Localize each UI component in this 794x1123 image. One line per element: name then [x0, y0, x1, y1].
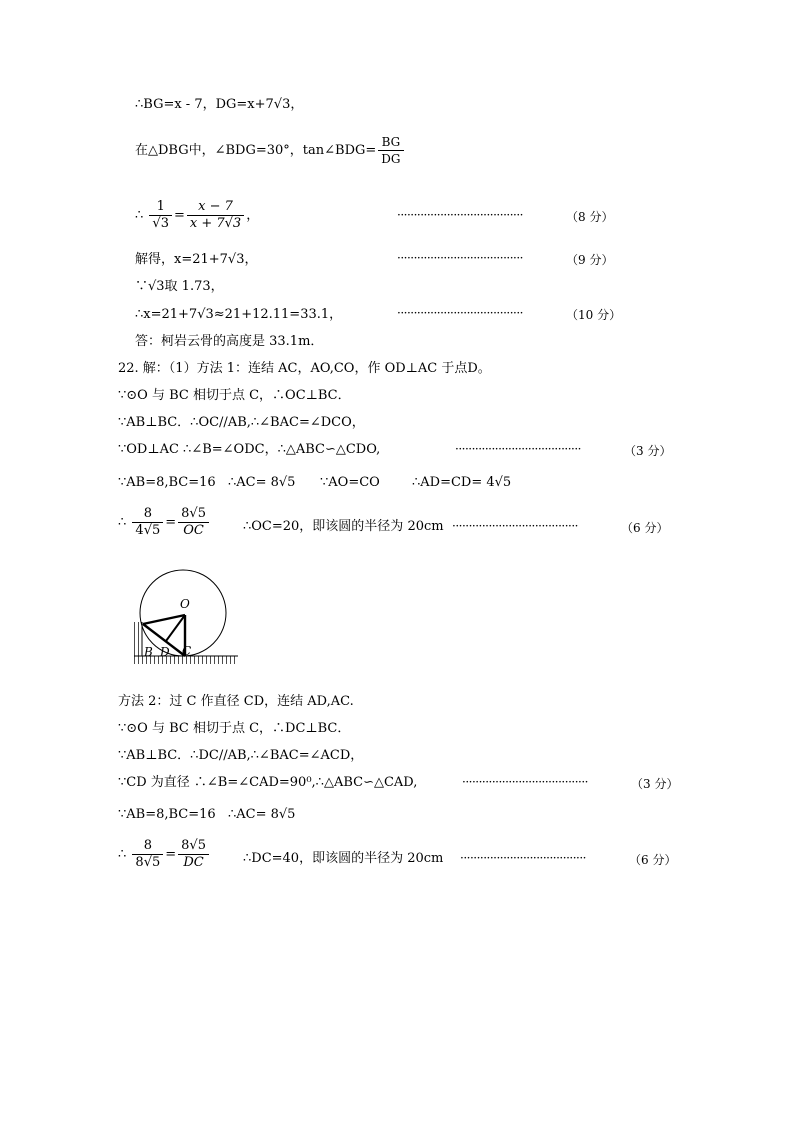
m1-line4b: ∴AC= 8√5: [228, 475, 296, 490]
score-6b: （6 分）: [629, 853, 677, 867]
tan-frac-num: BG: [378, 134, 403, 151]
m2-line3: ∵AB⊥BC．∴DC//AB,∴∠BAC=∠ACD，: [118, 748, 364, 763]
m2-frac1-num: 8: [132, 838, 163, 855]
eq-rhs-num: x − 7: [187, 199, 244, 216]
m2-frac1: [132, 838, 163, 871]
label-o: O: [180, 597, 190, 611]
m2-fraction-equation: ∴ $\frac{8}{8√5}$ = $\frac{8√5}{DC}$: [118, 838, 211, 871]
m2-frac2-num: 8√5: [178, 838, 209, 855]
m2-therefore: ∴: [118, 847, 127, 862]
m1-frac1-den: 4√5: [135, 523, 161, 538]
m1-frac1-num: 8: [132, 506, 163, 523]
line-bg-dg: ∴BG=x - 7，DG=x+7√3，: [135, 97, 304, 112]
eq-tail: ，: [246, 208, 260, 223]
m1-line2: ∵AB⊥BC．∴OC//AB,∴∠BAC=∠DCO，: [118, 415, 365, 430]
dots-6b: ······································: [460, 851, 586, 865]
equation-ratio: ∴ $\frac{1}{√3}$ = $\frac{x - 7}{x + 7√3}$ ，: [135, 199, 260, 231]
m1-line4d: ∴AD=CD= 4√5: [412, 475, 512, 490]
eq-rhs-fraction: [187, 199, 244, 232]
score-3b: （3 分）: [631, 777, 679, 791]
m1-fraction-equation: ∴ $\frac{8}{4√5}$ = $\frac{8√5}{OC}$: [118, 506, 211, 539]
line-tan-bdg: [135, 134, 406, 167]
eq-rhs-den: x + 7√3: [189, 216, 242, 231]
score-9: （9 分）: [566, 253, 614, 267]
eq-lhs-num: 1: [149, 199, 172, 216]
line-approx: ∵√3取 1.73，: [135, 279, 224, 294]
m1-therefore: ∴: [118, 515, 127, 530]
m2-line2: ∵⊙O 与 BC 相切于点 C，∴DC⊥BC．: [118, 721, 351, 736]
score-8: （8 分）: [566, 210, 614, 224]
m2-line1: 方法 2：过 C 作直径 CD，连结 AD,AC.: [118, 694, 354, 709]
tan-frac-den: DG: [381, 152, 401, 166]
dots-3b: ······································: [462, 775, 588, 789]
m1-line4c: ∵AO=CO: [320, 475, 380, 490]
m1-frac2-den: OC: [183, 523, 204, 538]
line-result: ∴x=21+7√3≈21+12.11=33.1，: [135, 307, 343, 322]
m2-frac1-den: 8√5: [135, 855, 161, 870]
m1-line4a: ∵AB=8,BC=16: [118, 475, 216, 490]
m2-frac2: [178, 838, 209, 871]
tan-prefix: 在△DBG中，∠BDG=30°，tan∠BDG=: [135, 143, 377, 158]
score-6a: （6 分）: [621, 521, 669, 535]
m2-line5a: ∵AB=8,BC=16: [118, 807, 216, 822]
dots-8: ······································: [397, 208, 523, 222]
m1-frac2-num: 8√5: [178, 506, 209, 523]
wall-hatch: [134, 622, 142, 656]
m2-frac2-den: DC: [183, 855, 204, 870]
eq-therefore: ∴: [135, 208, 144, 223]
line-solve: 解得，x=21+7√3，: [135, 252, 258, 267]
dots-6a: ······································: [452, 519, 578, 533]
m1-frac1: [132, 506, 163, 539]
eq-lhs-den: √3: [152, 216, 169, 231]
m1-conclusion: ∴OC=20，即该圆的半径为 20cm: [243, 519, 444, 534]
line-answer: 答：柯岩云骨的高度是 33.1m．: [135, 334, 324, 349]
dots-3a: ······································: [455, 442, 581, 456]
label-c: C: [182, 644, 192, 658]
eq-lhs-fraction: [149, 199, 172, 232]
score-3a: （3 分）: [624, 444, 672, 458]
label-d: D: [160, 645, 170, 659]
dots-10: ······································: [397, 306, 523, 320]
m1-frac2: [178, 506, 209, 539]
label-b: B: [144, 645, 153, 659]
m2-conclusion: ∴DC=40，即该圆的半径为 20cm: [243, 851, 444, 866]
dots-9: ······································: [397, 251, 523, 265]
m2-line4: ∵CD 为直径 ∴∠B=∠CAD=90⁰,∴△ABC∽△CAD,: [118, 775, 418, 790]
m2-line5b: ∴AC= 8√5: [228, 807, 296, 822]
circle-diagram: [130, 568, 242, 672]
m1-line3: ∵OD⊥AC ∴∠B=∠ODC，∴△ABC∽△CDO,: [118, 442, 381, 457]
q22-header: 22. 解：（1）方法 1：连结 AC，AO,CO，作 OD⊥AC 于点D。: [118, 361, 491, 376]
tan-fraction: [378, 134, 403, 167]
m1-line1: ∵⊙O 与 BC 相切于点 C，∴OC⊥BC．: [118, 388, 351, 403]
score-10: （10 分）: [566, 308, 622, 322]
